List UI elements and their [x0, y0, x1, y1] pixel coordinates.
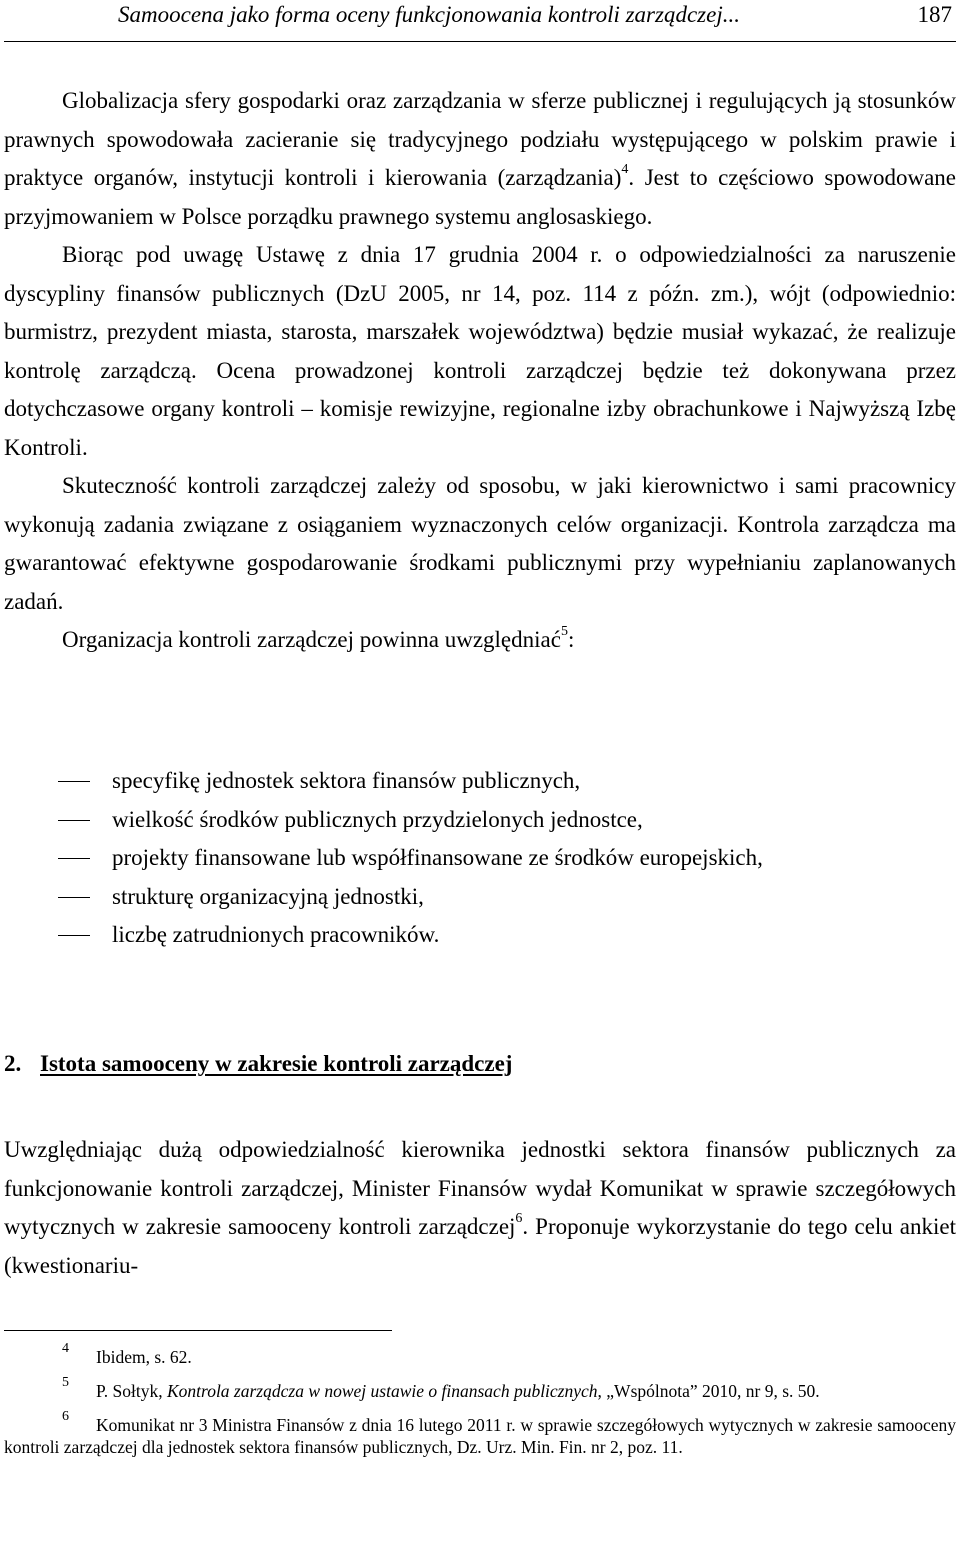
footnote-6: 6 Komunikat nr 3 Ministra Finansów z dnia 16 lutego 2011 r. w sprawie szczegółowych wytycznych w zakresie samooceny kontroli zarządczej dla jednostek sektora finansów publicznych, Dz. Urz. Min. Fin. nr 2, poz. 11. — [4, 1409, 956, 1457]
paragraph-self-assessment: Uwzględniając dużą odpowiedzialność kierownika jednostki sektora finansów publicznych za funkcjonowanie kontroli zarządczej, Minister Finansów wydał Komunikat w sprawie szczegółowych wytycznych w zakresie samooceny kontroli zarządczej$^6$. Proponuje wykorzystanie do tego celu ankiet (kwestionariu- — [4, 1137, 957, 1278]
list-item: strukturę organizacyjną jednostki, — [4, 878, 956, 917]
dash-bullet — [58, 781, 90, 782]
footnote-ref-6[interactable]: 6 — [515, 1211, 523, 1227]
page-number: 187 — [917, 2, 952, 27]
footnote-4: 4 Ibidem, s. 62. — [62, 1341, 192, 1367]
list-item: specyfikę jednostek sektora finansów publicznych, — [4, 762, 956, 801]
dash-bullet — [58, 820, 90, 821]
header-rule — [4, 41, 956, 42]
footnote-5: 5 P. Sołtyk, Kontrola zarządcza w nowej ustawie o finansach publicznych, „Wspólnota” 2010, nr 9, s. 50. — [62, 1375, 820, 1401]
list-item: projekty finansowane lub współfinansowane ze środków europejskich, — [4, 839, 956, 878]
dash-bullet — [58, 935, 90, 936]
paragraph-effectiveness: Skuteczność kontroli zarządczej zależy od sposobu, w jaki kierownictwo i sami pracownicy wykonują zadania związane z osiąganiem wyznaczonych celów organizacji. Kontrola zarządcza ma gwarantować efektywne gospodarowanie środkami publicznymi przy wypełnianiu zaplanowanych zadań. — [4, 473, 956, 614]
main-text — [4, 82, 956, 660]
dash-bullet — [58, 858, 90, 859]
factors-list — [4, 762, 956, 955]
list-item: wielkość środków publicznych przydzielonych jednostce, — [4, 801, 956, 840]
section-text — [4, 1131, 956, 1285]
dash-bullet — [58, 897, 90, 898]
paragraph-globalization: Globalizacja sfery gospodarki oraz zarządzania w sferze publicznej i regulujących ją stosunków prawnych spowodowała zacieranie się tradycyjnego podziału występującego w polskim prawie i praktyce organów, instytucji kontroli i kierowania (zarządzania)$^4$. Jest to częściowo spowodowane przyjmowaniem w Polsce porządku prawnego systemu anglosaskiego. — [4, 88, 956, 229]
section-title: Istota samooceny w zakresie kontroli zarządczej — [40, 1051, 513, 1076]
footnote-ref-4[interactable]: 4 — [621, 162, 629, 178]
list-item: liczbę zatrudnionych pracowników. — [4, 916, 956, 955]
paragraph-organization: Organizacja kontroli zarządczej powinna uwzględniać$^5$: — [62, 624, 575, 652]
footnotes — [4, 1341, 956, 1470]
cited-title: Kontrola zarządcza w nowej ustawie o finansach publicznych — [167, 1381, 598, 1401]
footnote-ref-5[interactable]: 5 — [560, 624, 568, 640]
section-number: 2. — [4, 1051, 22, 1076]
section-heading — [4, 1051, 512, 1077]
page-header — [0, 0, 960, 44]
paragraph-act: Biorąc pod uwagę Ustawę z dnia 17 grudnia 2004 r. o odpowiedzialności za naruszenie dyscypliny finansów publicznych (DzU 2005, nr 14, poz. 114 z późn. zm.), wójt (odpowiednio: burmistrz, prezydent miasta, starosta, marszałek województwa) będzie musiał wykazać, że realizuje kontrolę zarządczą. Ocena prowadzonej kontroli zarządczej będzie też dokonywana przez dotychczasowe organy kontroli – komisje rewizyjne, regionalne izby obrachunkowe i Najwyższą Izbę Kontroli. — [4, 242, 956, 460]
footnote-separator — [4, 1330, 392, 1331]
running-title: Samoocena jako forma oceny funkcjonowania kontroli zarządczej... — [118, 2, 740, 27]
